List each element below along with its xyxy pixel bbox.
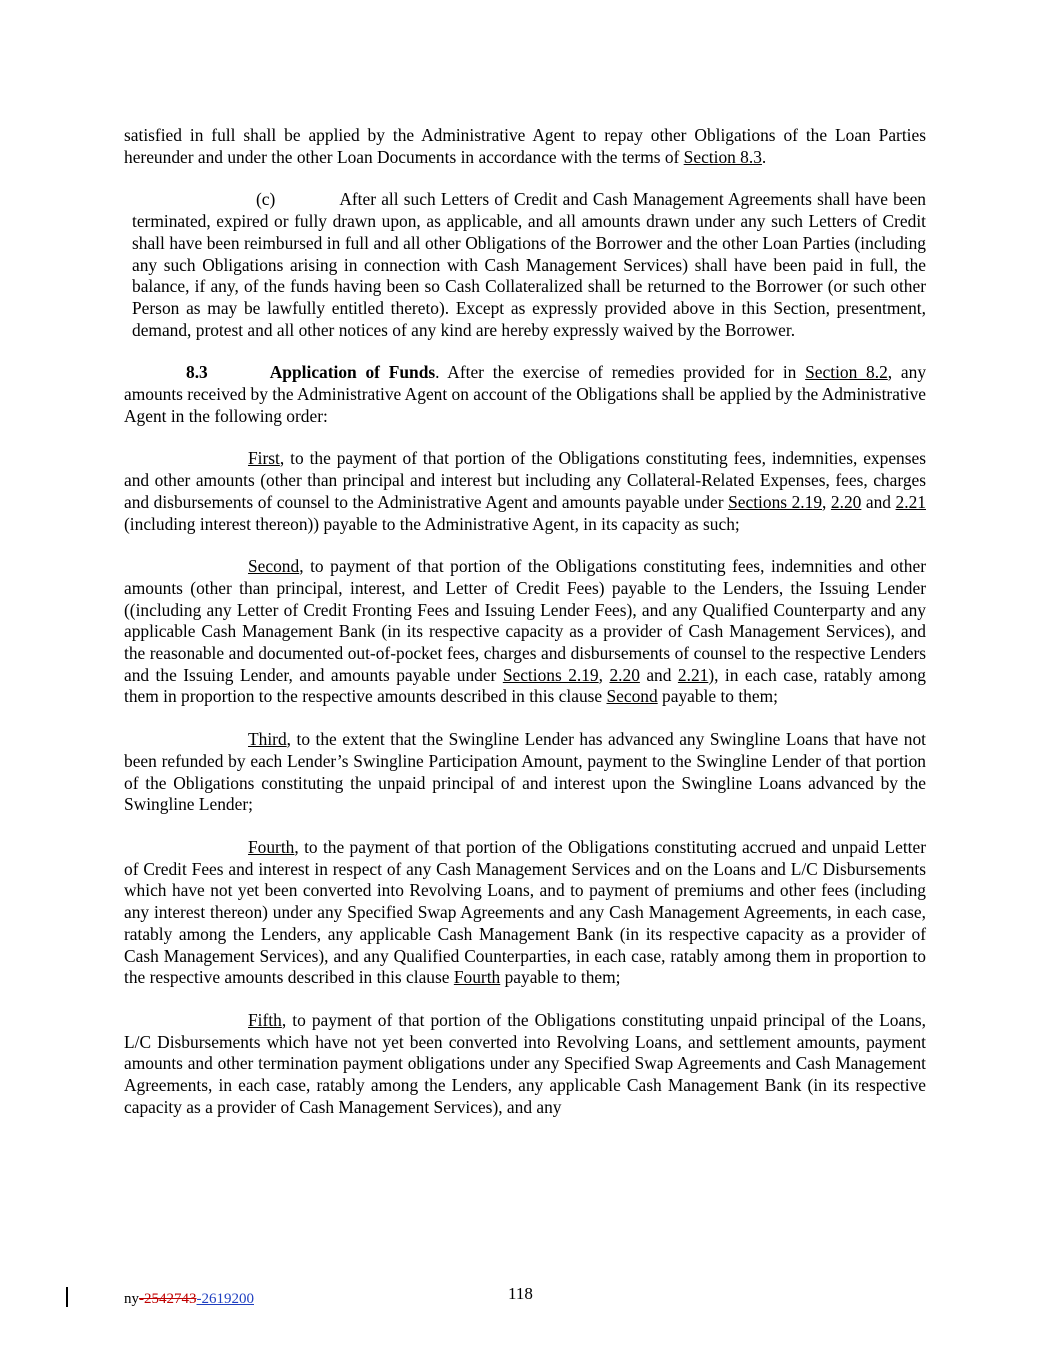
section-ref-link: Section 8.2 [805, 362, 888, 383]
section-ref-link: Section 8.3 [683, 146, 762, 167]
deleted-doc-number: -2542743 [139, 1291, 197, 1307]
page-number: 118 [508, 1284, 533, 1303]
clause-label: (c) [256, 189, 276, 210]
paragraph-c: (c) After all such Letters of Credit and Cash Management Agreements shall have been terminated, expired or fully drawn upon, as applicable, and all amounts drawn under any such Letters of Credit shall have been reimbursed in full and all other Obligations of the Borrower and the other Loan Parties (including any such Obligations arising in connection with Cash Management Services) shall have been paid in full, the balance, if any, of the funds having been so Cash Collateralized shall be returned to the Borrower (or such other Person as may be lawfully entitled thereto). Except as expressly provided above in this Section, presentment, demand, protest and all other notices of any kind are hereby expressly waived by the Borrower. [132, 189, 926, 340]
clause-fifth: Fifth, to payment of that portion of the Obligations constituting unpaid principal of the Loans, L/C Disbursements which have not yet been converted into Revolving Loans, and settlement amounts, payment amounts and other termination payment obligations under any Specified Swap Agreements and Cash Management Agreements, in each case, ratably among the Lenders, any applicable Cash Management Bank (in its respective capacity as a provider of Cash Management Services), and any [124, 1009, 926, 1117]
clause-fourth: Fourth, to the payment of that portion of the Obligations constituting accrued and unpaid Letter of Credit Fees and interest in respect of any Cash Management Services and on the Loans and L/C Disbursements which have not yet been converted into Revolving Loans, and to payment of premiums and other fees (including any interest thereon) under any Specified Swap Agreements and any Cash Management Agreements, in each case, ratably among the Lenders, any applicable Cash Management Bank (in its respective capacity as a provider of Cash Management Services), and any Qualified Counterparties, in each case, ratably among them in proportion to the respective amounts described in this clause Fourth payable to them; [124, 836, 926, 988]
section-8-3: 8.3 Application of Funds. After the exercise of remedies provided for in Section 8.2, any amounts received by the Administrative Agent on account of the Obligations shall be applied by the Administrative Agent in the following order: [124, 362, 927, 426]
clause-second: Second, to payment of that portion of the Obligations constituting fees, indemnities and other amounts (other than principal, interest, and Letter of Credit Fees) payable to the Lenders, the Issuing Lender ((including any Letter of Credit Fronting Fees and Issuing Lender Fees), and any Qualified Counterparty and any applicable Cash Management Bank (in its respective capacity as a provider of Cash Management Services), and the reasonable and documented out-of-pocket fees, charges and disbursements of counsel to the respective Lenders and the Issuing Lender, and amounts payable under Sections 2.19, 2.20 and 2.21), in each case, ratably among them in proportion to the respective amounts described in this clause Second payable to them; [124, 556, 926, 707]
section-heading: Application of Funds [269, 362, 436, 383]
revision-change-bar [66, 1287, 68, 1307]
clause-label: Fifth [248, 1009, 282, 1030]
clause-first: First, to the payment of that portion of the Obligations constituting fees, indemnities, expenses and other amounts (other than principal and interest but including any Collateral-Related Expenses, fees, charges and disbursements of counsel to the Administrative Agent and amounts payable under Sections 2.19, 2.20 and 2.21 (including interest thereon)) payable to the Administrative Agent, in its capacity as such; [124, 448, 926, 534]
clause-label: First [248, 448, 280, 469]
inserted-doc-number: -2619200 [196, 1291, 254, 1307]
paragraph-continuation: satisfied in full shall be applied by the Administrative Agent to repay other Obligations of the Loan Parties hereunder and under the other Loan Documents in accordance with the terms of Section 8.3. [124, 125, 926, 167]
document-id: ny-2542743-2619200 [124, 1291, 254, 1307]
clause-third: Third, to the extent that the Swingline Lender has advanced any Swingline Loans that have not been refunded by each Lender’s Swingline Participation Amount, payment to the Swingline Lender of that portion of the Obligations constituting the unpaid principal of and interest upon the Swingline Loans advanced by the Swingline Lender; [124, 729, 926, 815]
clause-label: Third [248, 729, 287, 750]
page-footer [0, 1283, 1055, 1313]
section-number: 8.3 [186, 362, 208, 383]
clause-label: Second [248, 556, 300, 577]
clause-label: Fourth [248, 836, 295, 857]
document-body [124, 125, 926, 1118]
